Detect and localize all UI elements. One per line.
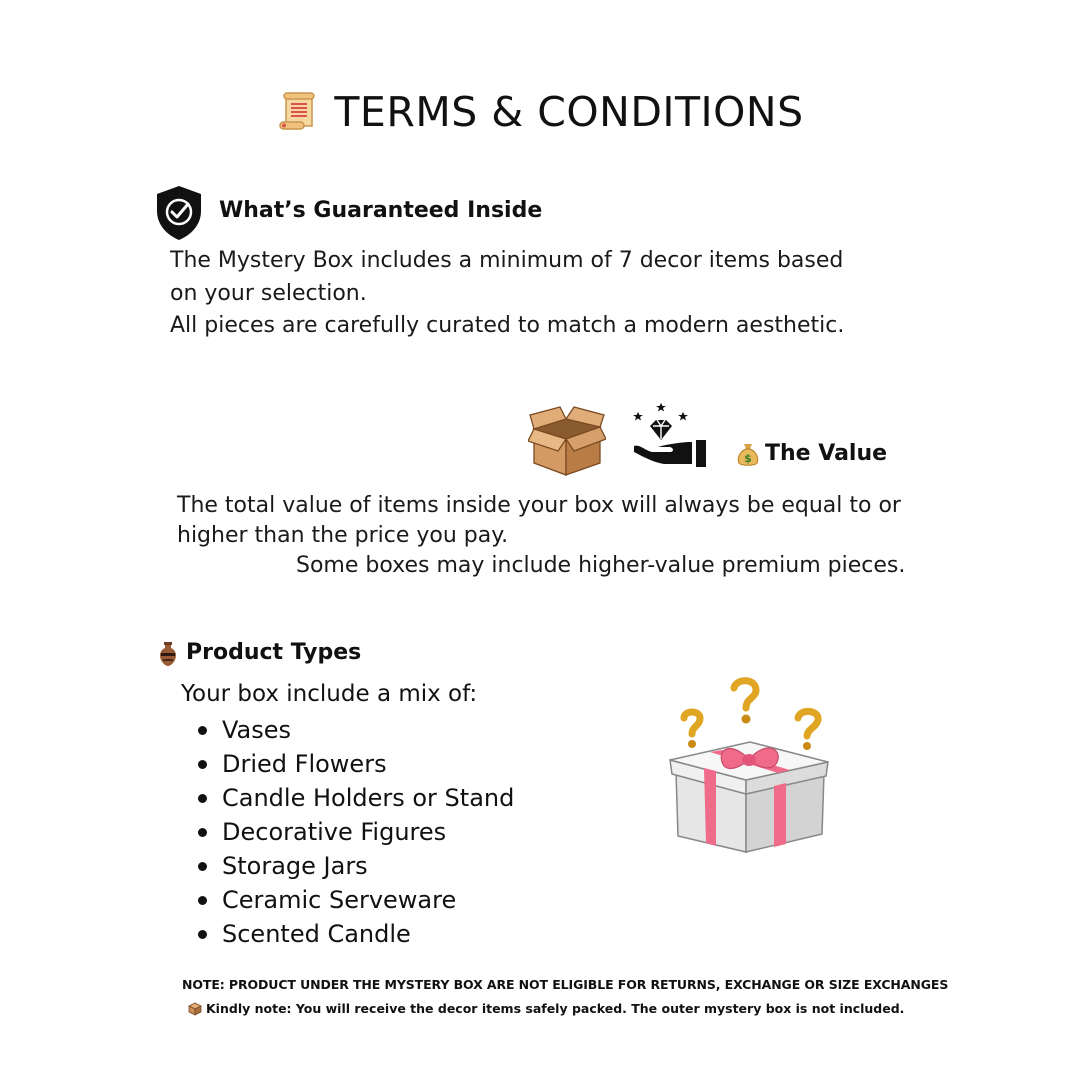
section-heading-value: The Value	[765, 441, 888, 466]
list-item-label: Scented Candle	[222, 920, 411, 948]
package-icon	[188, 1002, 202, 1016]
value-line: The total value of items inside your box will always be equal to or	[177, 493, 901, 518]
list-item	[198, 747, 514, 781]
bullet	[198, 828, 207, 837]
section-heading-products: Product Types	[186, 640, 362, 665]
bullet	[198, 726, 207, 735]
diamond-hand-icon	[630, 402, 710, 470]
guaranteed-text	[170, 245, 844, 343]
list-item	[198, 883, 514, 917]
list-item	[198, 781, 514, 815]
value-line: Some boxes may include higher-value premium pieces.	[296, 553, 906, 578]
list-item-label: Candle Holders or Stand	[222, 784, 515, 812]
list-item-label: Storage Jars	[222, 852, 368, 880]
value-text	[177, 491, 905, 581]
title-text: TERMS & CONDITIONS	[334, 88, 804, 136]
bullet	[198, 896, 207, 905]
kindly-note	[188, 1001, 904, 1016]
list-item-label: Ceramic Serveware	[222, 886, 457, 914]
scroll-icon	[276, 90, 320, 134]
list-item-label: Dried Flowers	[222, 750, 387, 778]
returns-note: NOTE: PRODUCT UNDER THE MYSTERY BOX ARE NOT ELIGIBLE FOR RETURNS, EXCHANGE OR SIZE EXCHANGES	[182, 977, 949, 992]
list-item	[198, 849, 514, 883]
svg-text:$: $	[744, 452, 752, 465]
amphora-icon	[158, 641, 178, 667]
list-item	[198, 713, 514, 747]
guaranteed-line: on your selection.	[170, 280, 367, 306]
shield-check-icon	[155, 185, 203, 241]
kindly-note-text: Kindly note: You will receive the decor items safely packed. The outer mystery box is not included.	[206, 1001, 905, 1016]
page-title	[0, 80, 1080, 144]
guaranteed-line: The Mystery Box includes a minimum of 7 decor items based	[170, 248, 844, 273]
section-heading-guaranteed: What’s Guaranteed Inside	[219, 198, 543, 223]
list-item	[198, 917, 514, 951]
cardboard-box-icon	[528, 405, 606, 477]
bullet	[198, 862, 207, 871]
product-list	[198, 713, 514, 951]
list-item	[198, 815, 514, 849]
mystery-gift-box-icon	[664, 676, 834, 858]
bullet	[198, 760, 207, 769]
list-item-label: Decorative Figures	[222, 818, 447, 846]
products-intro: Your box include a mix of:	[181, 681, 478, 707]
bullet	[198, 930, 207, 939]
guaranteed-line: All pieces are carefully curated to match a modern aesthetic.	[170, 313, 845, 338]
bullet	[198, 794, 207, 803]
value-line: higher than the price you pay.	[177, 523, 509, 548]
list-item-label: Vases	[222, 716, 292, 744]
money-bag-icon	[736, 441, 760, 467]
